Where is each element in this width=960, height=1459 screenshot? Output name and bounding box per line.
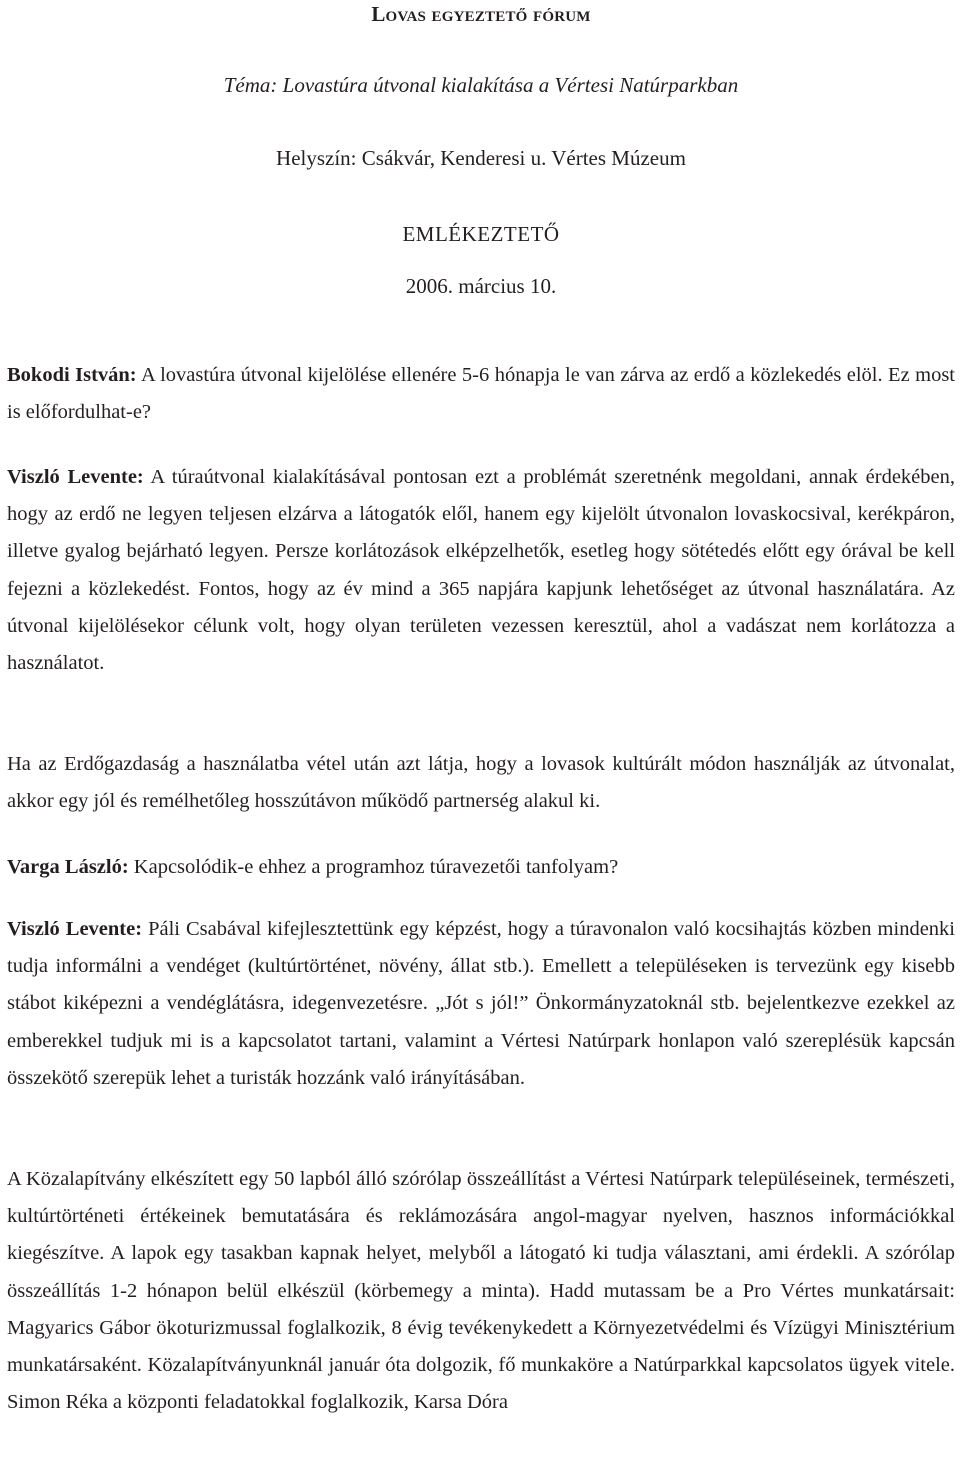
- forum-title: Lovas egyeztető fórum: [371, 2, 591, 26]
- speaker-name: Viszló Levente:: [7, 466, 144, 488]
- paragraph-text: Kapcsolódik-e ehhez a programhoz túravezetői tanfolyam?: [128, 856, 619, 878]
- paragraph-text: Páli Csabával kifejlesztettünk egy képzést, hogy a túravonalon való kocsihajtás közben mindenki tudja informálni a vendéget (kultúrtörténet, növény, állat stb.). Emellett a településeken is tervezünk egy kisebb stábot kiképezni a vendéglátásra, idegenvezetésre. „Jót s jól!” Önkormányzatoknál stb. bejelentkezve ezekkel az emberekkel tudjuk mi is a kapcsolatot tartani, valamint a Vértesi Natúrpark honlapon való szereplésük kapcsán összekötő szerepük lehet a turisták hozzánk való irányításában.: [7, 918, 955, 1089]
- paragraph-text: A túraútvonal kialakításával pontosan ezt a problémát szeretnénk megoldani, annak érdekében, hogy az erdő ne legyen teljesen elzárva a látogatók elől, hanem egy kijelölt útvonalon lovaskocsival, kerékpáron, illetve gyalog bejárható legyen. Persze korlátozások elképzelhetők, esetleg hogy sötétedés előtt egy órával be kell fejezni a közlekedést. Fontos, hogy az év mind a 365 napjára kapjunk lehetőséget az útvonal használatára. Az útvonal kijelölésekor célunk volt, hogy olyan területen vezessen keresztül, ahol a vadászat nem korlátozza a használatot.: [7, 466, 955, 675]
- paragraph-viszlo-1: [7, 459, 955, 682]
- paragraph-bokodi: [7, 357, 955, 431]
- venue-line: Helyszín: Csákvár, Kenderesi u. Vértes Múzeum: [276, 146, 686, 170]
- document-title: EMLÉKEZTETŐ: [402, 222, 560, 246]
- document-date: 2006. március 10.: [405, 274, 557, 298]
- paragraph-text: A lovastúra útvonal kijelölése ellenére 5-6 hónapja le van zárva az erdő a közlekedés elöl. Ez most is előfordulhat-e?: [7, 364, 955, 424]
- speaker-name: Bokodi István:: [7, 364, 137, 386]
- topic-line: Téma: Lovastúra útvonal kialakítása a Vértesi Natúrparkban: [223, 73, 739, 97]
- paragraph-viszlo-2: [7, 911, 955, 1097]
- paragraph-text: Ha az Erdőgazdaság a használatba vétel után azt látja, hogy a lovasok kultúrált módon használják az útvonalat, akkor egy jól és remélhetőleg hosszútávon működő partnerség alakul ki.: [7, 753, 955, 813]
- speaker-name: Varga László:: [7, 856, 129, 878]
- paragraph-varga: [7, 849, 955, 886]
- paragraph-text: A Közalapítvány elkészített egy 50 lapból álló szórólap összeállítást a Vértesi Natúrpark településeinek, természeti, kultúrtörténeti értékeinek bemutatására és reklámozására angol-magyar nyelven, hasznos információkkal kiegészítve. A lapok egy tasakban kapnak helyet, melyből a látogató ki tudja választani, ami érdekli. A szórólap összeállítás 1-2 hónapon belül elkészül (körbemegy a minta). Hadd mutassam be a Pro Vértes munkatársait: Magyarics Gábor ökoturizmussal foglalkozik, 8 évig tevékenykedett a Környezetvédelmi és Vízügyi Minisztérium munkatársaként. Közalapítványunknál január óta dolgozik, fő munkaköre a Natúrparkkal kapcsolatos ügyek vitele. Simon Réka a központi feladatokkal foglalkozik, Karsa Dóra: [7, 1168, 955, 1414]
- paragraph-kozalapitvany: [7, 1161, 955, 1421]
- paragraph-erdogazdasag: [7, 746, 955, 820]
- speaker-name: Viszló Levente:: [7, 918, 143, 940]
